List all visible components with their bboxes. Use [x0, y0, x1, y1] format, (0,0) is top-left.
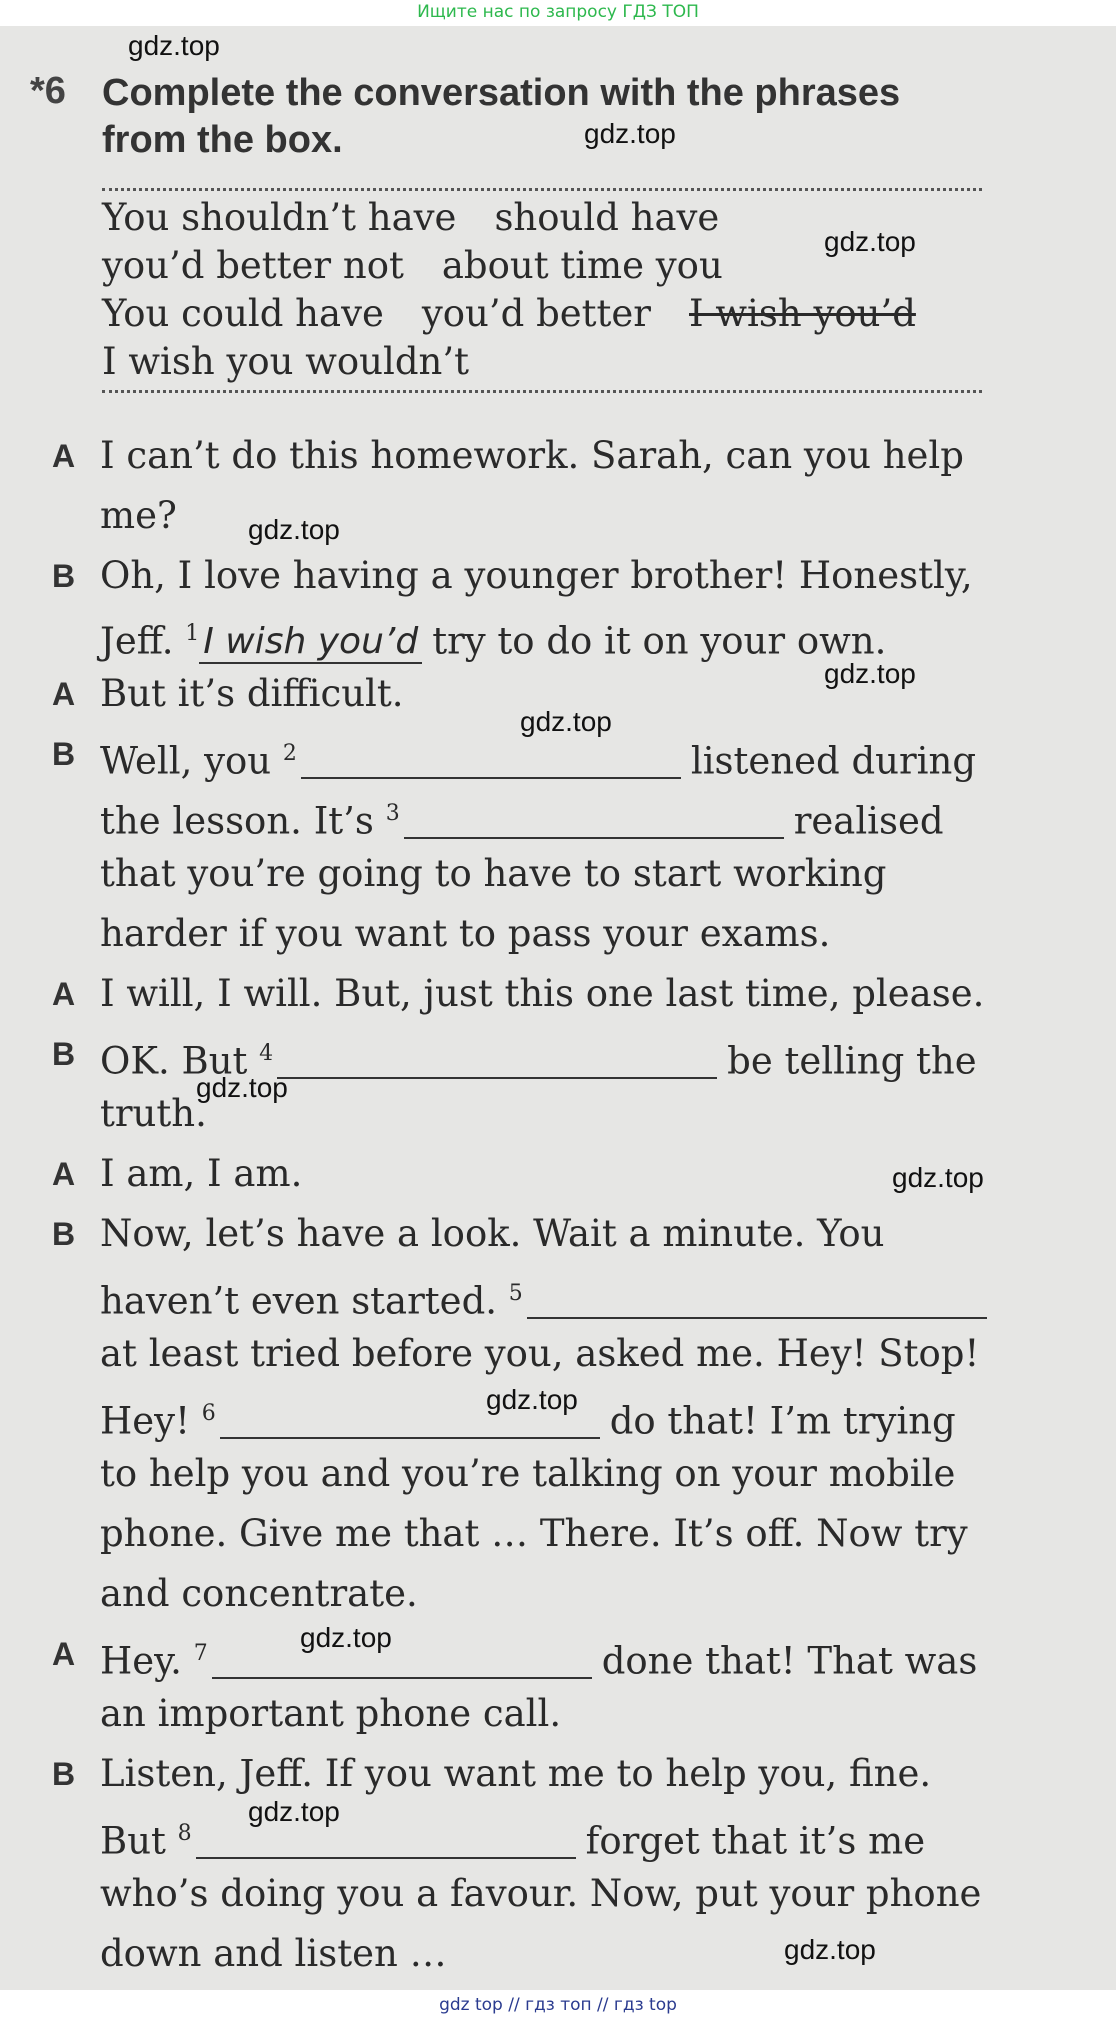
speaker-label: A: [52, 976, 76, 1012]
line-text: try to do it on your own.: [432, 619, 887, 663]
phrase: You shouldn’t have: [102, 196, 457, 239]
answer-blank[interactable]: [212, 1637, 592, 1679]
answer-blank[interactable]: [196, 1817, 576, 1859]
line-text: But: [100, 1819, 166, 1863]
watermark: gdz.top: [824, 226, 916, 257]
line-text: forget that it’s me: [585, 1819, 926, 1863]
watermark: gdz.top: [486, 1384, 578, 1415]
dialogue-line: I will, I will. But, just this one last time, please.: [100, 972, 985, 1015]
answer-blank[interactable]: [277, 1037, 717, 1079]
line-text: haven’t even started.: [100, 1279, 498, 1323]
gap-number: 7: [193, 1641, 208, 1666]
phrase: you’d better not: [102, 244, 404, 287]
dialogue-line: But it’s difficult.: [100, 672, 404, 715]
box-bottom-border: [102, 390, 982, 393]
handwritten-answer: I wish you’d: [199, 621, 422, 664]
dialogue-line: who’s doing you a favour. Now, put your phone: [100, 1872, 982, 1915]
dialogue-line: Oh, I love having a younger brother! Honestly,: [100, 554, 973, 597]
speaker-label: B: [52, 558, 76, 594]
line-text: the lesson. It’s: [100, 799, 374, 843]
answer-blank[interactable]: [527, 1277, 987, 1319]
exercise-instruction: [102, 70, 1002, 164]
dialogue-line: [100, 610, 886, 666]
gap-number: 2: [282, 741, 297, 766]
line-text: listened during: [690, 739, 977, 783]
dialogue-line: [100, 790, 944, 845]
line-text: Hey.: [100, 1639, 182, 1683]
dialogue-line: at least tried before you, asked me. Hey! Stop!: [100, 1332, 980, 1375]
instruction-line: Complete the conversation with the phrases: [102, 72, 901, 114]
phrase: You could have: [102, 292, 384, 335]
watermark: gdz.top: [300, 1622, 392, 1653]
dialogue-line: down and listen …: [100, 1932, 447, 1975]
bottom-banner[interactable]: gdz top // гдз топ // гдз top: [439, 1995, 677, 2015]
textbook-page: [0, 26, 1116, 1990]
watermark: gdz.top: [584, 118, 676, 149]
line-text: Jeff.: [100, 619, 174, 663]
gap-number: 3: [385, 801, 400, 826]
gap-number: 6: [201, 1401, 216, 1426]
speaker-label: B: [52, 1216, 76, 1252]
speaker-label: A: [52, 676, 76, 712]
speaker-label: B: [52, 1756, 76, 1792]
dialogue-line: [100, 1270, 997, 1325]
phrase-box-row: [102, 194, 757, 242]
watermark: gdz.top: [128, 30, 220, 61]
watermark: gdz.top: [892, 1162, 984, 1193]
answer-blank[interactable]: [301, 737, 681, 779]
line-text: realised: [793, 799, 944, 843]
dialogue-line: I am, I am.: [100, 1152, 303, 1195]
phrase-box-row: [102, 242, 761, 290]
answer-blank[interactable]: [404, 797, 784, 839]
line-text: done that! That was: [601, 1639, 978, 1683]
watermark: gdz.top: [824, 658, 916, 689]
line-text: OK. But: [100, 1039, 248, 1083]
watermark: gdz.top: [248, 514, 340, 545]
phrase-box-row: [102, 290, 954, 338]
dialogue-line: harder if you want to pass your exams.: [100, 912, 831, 955]
answer-blank[interactable]: [220, 1397, 600, 1439]
phrase-used: I wish you’d: [689, 292, 916, 335]
top-banner[interactable]: Ищите нас по запросу ГДЗ ТОП: [417, 2, 699, 22]
line-text: do that! I’m trying: [609, 1399, 956, 1443]
line-text: Hey!: [100, 1399, 190, 1443]
dialogue-line: an important phone call.: [100, 1692, 562, 1735]
instruction-line: from the box.: [102, 119, 343, 161]
dialogue-line: [100, 1030, 977, 1085]
line-text: Well, you: [100, 739, 272, 783]
gap-number: 1: [185, 621, 200, 646]
dialogue-line: [100, 1810, 925, 1865]
gap-number: 5: [508, 1281, 523, 1306]
phrase: you’d better: [421, 292, 651, 335]
dialogue-line: that you’re going to have to start working: [100, 852, 887, 895]
exercise-number: *6: [30, 70, 66, 112]
dialogue-line: Listen, Jeff. If you want me to help you, fine.: [100, 1752, 932, 1795]
gap-number: 4: [259, 1041, 274, 1066]
watermark: gdz.top: [520, 706, 612, 737]
dialogue-line: me?: [100, 494, 177, 537]
phrase-box-row: [102, 338, 507, 386]
speaker-label: A: [52, 438, 76, 474]
phrase: I wish you wouldn’t: [102, 340, 469, 383]
speaker-label: A: [52, 1156, 76, 1192]
dialogue-line: [100, 730, 976, 785]
dialogue-line: [100, 1630, 977, 1685]
watermark: gdz.top: [196, 1072, 288, 1103]
speaker-label: A: [52, 1636, 76, 1672]
dialogue-line: Now, let’s have a look. Wait a minute. You: [100, 1212, 885, 1255]
dialogue-line: phone. Give me that … There. It’s off. Now try: [100, 1512, 968, 1555]
watermark: gdz.top: [248, 1796, 340, 1827]
dialogue-line: and concentrate.: [100, 1572, 418, 1615]
phrase: should have: [494, 196, 720, 239]
gap-number: 8: [177, 1821, 192, 1846]
dialogue-line: I can’t do this homework. Sarah, can you help: [100, 434, 964, 477]
speaker-label: B: [52, 1036, 76, 1072]
watermark: gdz.top: [784, 1934, 876, 1965]
dialogue-line: truth.: [100, 1092, 207, 1135]
speaker-label: B: [52, 736, 76, 772]
dialogue-line: to help you and you’re talking on your mobile: [100, 1452, 956, 1495]
line-text: be telling the: [727, 1039, 977, 1083]
phrase: about time you: [441, 244, 723, 287]
box-top-border: [102, 188, 982, 191]
dialogue-line: [100, 1390, 956, 1445]
